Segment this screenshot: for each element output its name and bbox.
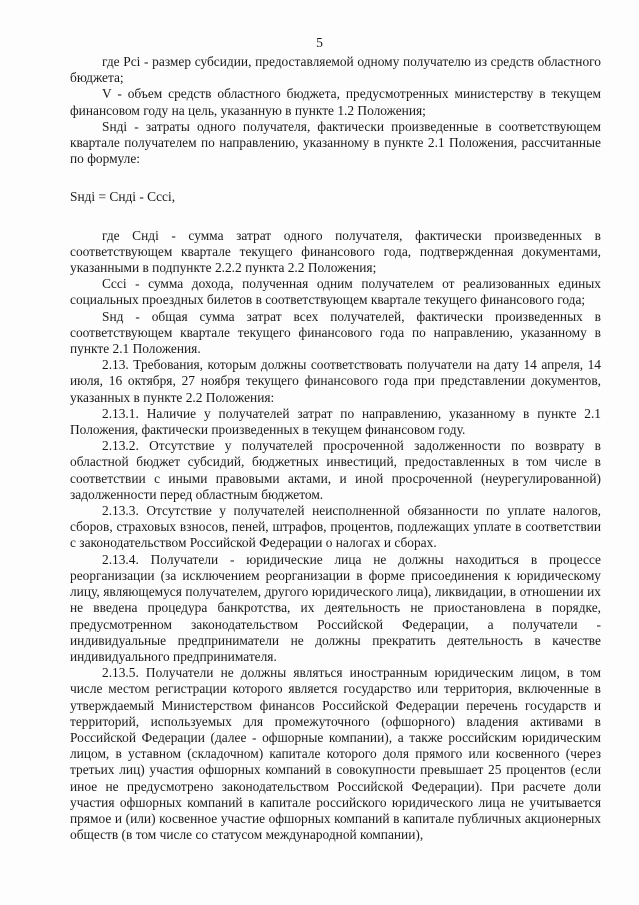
paragraph-2-13-2: 2.13.2. Отсутствие у получателей просроченной задолженности по возврату в областной бюджет субсидий, бюджетных инвестиций, предоставленных в том числе в соответствии с иными правовыми актами, и иной просроченной (неурегулированной) задолженности перед областным бюджетом. bbox=[70, 438, 601, 502]
paragraph-v-definition: V - объем средств областного бюджета, предусмотренных министерству в текущем финансовом году на цель, указанную в пункте 1.2 Положения; bbox=[70, 86, 601, 118]
page-number: 5 bbox=[316, 35, 323, 50]
formula-sndi: Sндi = Сндi - Cсci, bbox=[70, 189, 176, 205]
paragraph-snd-definition: Sнд - общая сумма затрат всех получателей, фактически произведенных в соответствующем квартале текущего финансового года по направлению, указанному в пункте 2.1 Положения. bbox=[70, 308, 601, 357]
paragraph-2-13: 2.13. Требования, которым должны соответствовать получатели на дату 14 апреля, 14 июля, 16 октября, 27 ноября текущего финансового года при представлении документов, указанных в пункте 2.2 Положения: bbox=[70, 357, 601, 405]
paragraph-2-13-1: 2.13.1. Наличие у получателей затрат по направлению, указанному в пункте 2.1 Положения, фактически произведенных в текущем финансовом году. bbox=[70, 405, 601, 438]
paragraph-sndi-definition: Sндi - затраты одного получателя, фактически произведенные в соответствующем квартале получателем по направлению, указанному в пункте 2.1 Положения, рассчитанные по формуле: bbox=[70, 118, 601, 167]
spacer bbox=[70, 206, 601, 228]
paragraph-pci-definition: где Pci - размер субсидии, предоставляемой одному получателю из средств областного бюджета; bbox=[70, 54, 601, 86]
paragraph-2-13-4: 2.13.4. Получатели - юридические лица не должны находиться в процессе реорганизации (за исключением реорганизации в форме присоединения к юридическому лицу, являющемуся получателем, другого юридического лица), ликвидации, в отношении их не введена процедура банкротства, их деятельность не приостановлена в порядке, предусмотренном законодательством Российской Федерации, а получатели - индивидуальные предприниматели не должны прекратить деятельность в качестве индивидуального предпринимателя. bbox=[70, 551, 601, 664]
spacer bbox=[70, 167, 601, 189]
paragraph-sndi-cost-definition: где Сндi - сумма затрат одного получателя, фактически произведенных в соответствующем квартале текущего финансового года, подтвержденная документами, указанными в подпункте 2.2.2 пункта 2.2 Положения; bbox=[70, 227, 601, 276]
paragraph-2-13-3: 2.13.3. Отсутствие у получателей неисполненной обязанности по уплате налогов, сборов, страховых взносов, пеней, штрафов, процентов, подлежащих уплате в соответствии с законодательством Российской Федерации о налогах и сборах. bbox=[70, 503, 601, 551]
paragraph-2-13-5: 2.13.5. Получатели не должны являться иностранным юридическим лицом, в том числе местом регистрации которого является государство или территория, включенные в утверждаемый Министерством финансов Российской Федерации перечень государств и территорий, используемых для промежуточного (офшорного) владения активами в Российской Федерации (далее - офшорные компании), а также российским юридическим лицом, в уставном (складочном) капитале которого доля прямого или косвенного (через третьих лиц) участия офшорных компаний в совокупности превышает 25 процентов (если иное не предусмотрено законодательством Российской Федерации). При расчете доли участия офшорных компаний в капитале российского юридического лица не учитывается прямое и (или) косвенное участие офшорных компаний в капитале публичных акционерных обществ (в том числе со статусом международной компании), bbox=[70, 665, 601, 843]
paragraph-ccci-definition: Cсci - сумма дохода, полученная одним получателем от реализованных единых социальных проездных билетов в соответствующем квартале текущего финансового года; bbox=[70, 276, 601, 308]
document-body bbox=[70, 54, 601, 843]
